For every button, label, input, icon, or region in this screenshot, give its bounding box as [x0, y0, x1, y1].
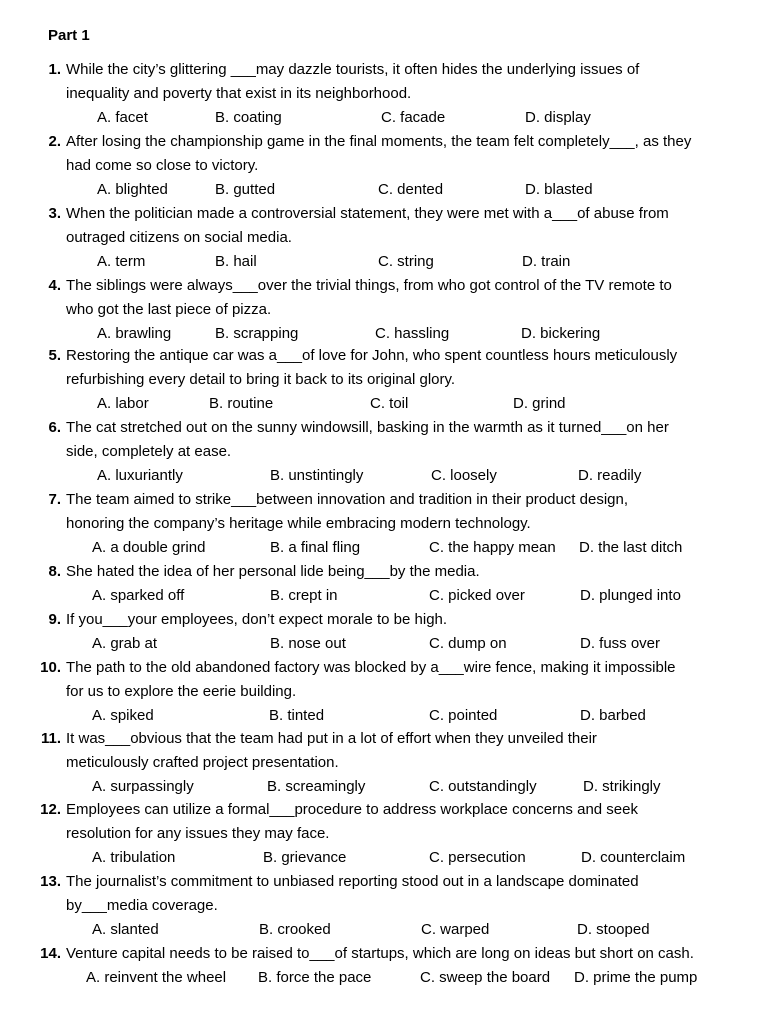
answer-option[interactable]: B. screamingly: [267, 778, 366, 795]
answer-option[interactable]: B. crept in: [270, 587, 338, 604]
answer-option[interactable]: A. luxuriantly: [97, 467, 183, 484]
answer-option[interactable]: D. fuss over: [580, 635, 661, 652]
answer-option[interactable]: B. nose out: [270, 635, 346, 652]
answer-option[interactable]: B. gutted: [215, 181, 276, 198]
answer-option[interactable]: A. sparked off: [92, 587, 185, 604]
answer-option[interactable]: C. pointed: [429, 707, 498, 724]
question-7-line-1: The team aimed to strike___between innovation and tradition in their product design,: [66, 491, 629, 508]
question-12-line-1: Employees can utilize a formal___procedure to address workplace concerns and seek: [66, 801, 638, 818]
answer-option[interactable]: D. readily: [578, 467, 642, 484]
answer-option[interactable]: A. a double grind: [92, 539, 206, 556]
question-8-line-1: She hated the idea of her personal lide being___by the media.: [66, 563, 480, 580]
question-5-line-1: Restoring the antique car was a___of love for John, who spent countless hours meticulously: [66, 347, 678, 364]
answer-option[interactable]: B. coating: [215, 109, 282, 126]
answer-option[interactable]: C. sweep the board: [420, 969, 551, 986]
answer-option[interactable]: D. counterclaim: [581, 849, 686, 866]
question-14-line-1: Venture capital needs to be raised to___of startups, which are long on ideas but short on cash.: [66, 945, 694, 962]
question-11-line-1: It was___obvious that the team had put in a lot of effort when they unveiled their: [66, 730, 597, 747]
answer-option[interactable]: B. crooked: [259, 921, 331, 938]
answer-option[interactable]: D. bickering: [521, 325, 601, 342]
answer-option[interactable]: A. term: [97, 253, 146, 270]
question-number: 1.: [48, 61, 61, 78]
answer-option[interactable]: D. blasted: [525, 181, 593, 198]
question-13-line-2: by___media coverage.: [66, 897, 218, 914]
answer-option[interactable]: A. facet: [97, 109, 148, 126]
answer-option[interactable]: C. persecution: [429, 849, 526, 866]
question-11-line-2: meticulously crafted project presentation.: [66, 754, 339, 771]
question-2-line-1: After losing the championship game in the final moments, the team felt completely___, as they: [66, 133, 692, 150]
answer-option[interactable]: C. the happy mean: [429, 539, 556, 556]
question-4-line-1: The siblings were always___over the trivial things, from who got control of the TV remote to: [66, 277, 672, 294]
question-number: 9.: [48, 611, 61, 628]
question-3-line-1: When the politician made a controversial statement, they were met with a___of abuse from: [66, 205, 669, 222]
answer-option[interactable]: B. a final fling: [270, 539, 361, 556]
question-9-line-1: If you___your employees, don’t expect morale to be high.: [66, 611, 448, 628]
answer-option[interactable]: C. toil: [370, 395, 409, 412]
question-number: 13.: [40, 873, 61, 890]
answer-option[interactable]: C. dented: [378, 181, 444, 198]
answer-option[interactable]: C. string: [378, 253, 434, 270]
answer-option[interactable]: A. grab at: [92, 635, 158, 652]
question-3-line-2: outraged citizens on social media.: [66, 229, 292, 246]
answer-option[interactable]: C. dump on: [429, 635, 507, 652]
answer-option[interactable]: A. blighted: [97, 181, 168, 198]
question-number: 2.: [48, 133, 61, 150]
answer-option[interactable]: D. prime the pump: [574, 969, 698, 986]
answer-option[interactable]: A. tribulation: [92, 849, 176, 866]
part-title: Part 1: [48, 27, 90, 44]
answer-option[interactable]: A. surpassingly: [92, 778, 194, 795]
answer-option[interactable]: D. grind: [513, 395, 566, 412]
question-5-line-2: refurbishing every detail to bring it back to its original glory.: [66, 371, 456, 388]
answer-option[interactable]: B. unstintingly: [270, 467, 364, 484]
answer-option[interactable]: A. reinvent the wheel: [86, 969, 227, 986]
question-6-line-2: side, completely at ease.: [66, 443, 232, 460]
question-number: 10.: [40, 659, 61, 676]
answer-option[interactable]: D. stooped: [577, 921, 650, 938]
question-7-line-2: honoring the company’s heritage while embracing modern technology.: [66, 515, 531, 532]
answer-option[interactable]: C. facade: [381, 109, 446, 126]
answer-option[interactable]: A. brawling: [97, 325, 172, 342]
answer-option[interactable]: B. grievance: [263, 849, 347, 866]
answer-option[interactable]: B. hail: [215, 253, 257, 270]
question-number: 4.: [48, 277, 61, 294]
question-number: 11.: [40, 730, 61, 747]
question-number: 12.: [40, 801, 61, 818]
answer-option[interactable]: C. warped: [421, 921, 490, 938]
answer-option[interactable]: D. plunged into: [580, 587, 681, 604]
question-number: 14.: [40, 945, 61, 962]
answer-option[interactable]: C. outstandingly: [429, 778, 537, 795]
answer-option[interactable]: C. loosely: [431, 467, 497, 484]
answer-option[interactable]: D. train: [522, 253, 571, 270]
answer-option[interactable]: C. picked over: [429, 587, 525, 604]
question-number: 8.: [48, 563, 61, 580]
question-13-line-1: The journalist’s commitment to unbiased reporting stood out in a landscape dominated: [66, 873, 639, 890]
question-number: 6.: [48, 419, 61, 436]
question-10-line-1: The path to the old abandoned factory was blocked by a___wire fence, making it impossible: [66, 659, 676, 676]
answer-option[interactable]: A. labor: [97, 395, 149, 412]
answer-option[interactable]: B. scrapping: [215, 325, 299, 342]
question-6-line-1: The cat stretched out on the sunny windowsill, basking in the warmth as it turned___on her: [66, 419, 669, 436]
question-2-line-2: had come so close to victory.: [66, 157, 259, 174]
answer-option[interactable]: D. display: [525, 109, 591, 126]
answer-option[interactable]: D. barbed: [580, 707, 646, 724]
answer-option[interactable]: B. tinted: [269, 707, 325, 724]
answer-option[interactable]: B. routine: [209, 395, 274, 412]
question-1-line-2: inequality and poverty that exist in its neighborhood.: [66, 85, 412, 102]
question-12-line-2: resolution for any issues they may face.: [66, 825, 330, 842]
question-number: 7.: [48, 491, 61, 508]
question-number: 5.: [48, 347, 61, 364]
answer-option[interactable]: A. spiked: [92, 707, 154, 724]
answer-option[interactable]: D. the last ditch: [579, 539, 683, 556]
answer-option[interactable]: C. hassling: [375, 325, 450, 342]
question-4-line-2: who got the last piece of pizza.: [66, 301, 272, 318]
question-1-line-1: While the city’s glittering ___may dazzle tourists, it often hides the underlying issues of: [66, 61, 640, 78]
answer-option[interactable]: D. strikingly: [583, 778, 661, 795]
question-number: 3.: [48, 205, 61, 222]
answer-option[interactable]: B. force the pace: [258, 969, 372, 986]
answer-option[interactable]: A. slanted: [92, 921, 159, 938]
question-10-line-2: for us to explore the eerie building.: [66, 683, 297, 700]
